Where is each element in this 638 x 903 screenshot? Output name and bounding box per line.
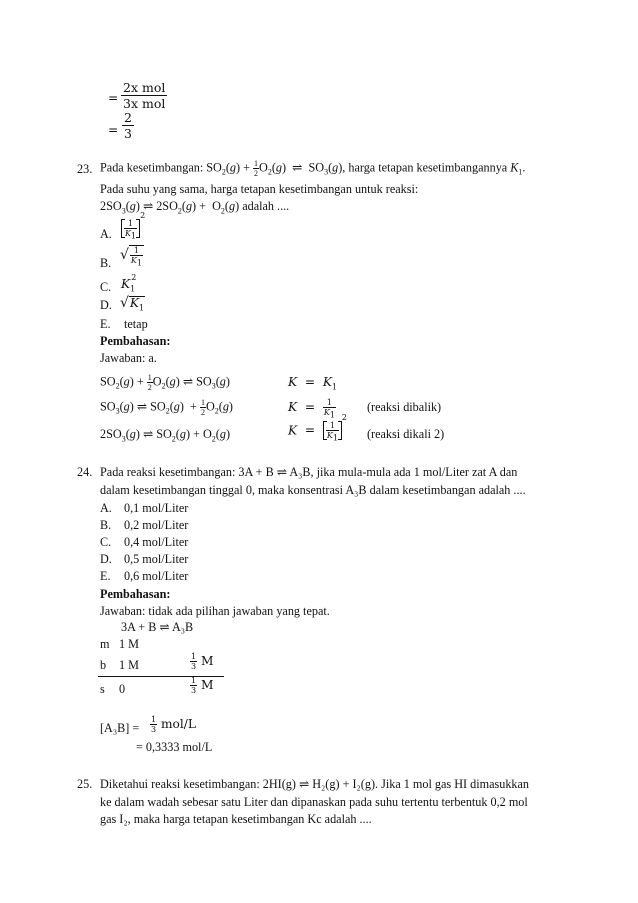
- q24-option-e: [100, 570, 111, 582]
- q23-option-b-math: √ $\frac{1}{K_1}$: [120, 246, 142, 268]
- option-letter: D.: [100, 552, 112, 566]
- q24-result-decimal: = 0,3333 mol/L: [136, 740, 213, 754]
- q24-row-b-a3b: $\frac{1}{3}$ M: [191, 652, 214, 671]
- option-letter: A.: [100, 501, 112, 515]
- q24-option-b: [100, 519, 111, 531]
- q23-reaction-row3: $2SO_3(g)$ ⇌ $SO_2(g) + O_2(g)$: [100, 427, 230, 444]
- q23-line3: $2SO_3(g)$ ⇌ $2SO_2(g) + O_2(g)$ adalah ....: [100, 199, 290, 216]
- q23-option-c-letter: C.: [100, 280, 112, 294]
- q24-row-s-a3b: $\frac{1}{3}$ M: [191, 676, 214, 695]
- q23-note-dibalik: (reaksi dibalik): [367, 400, 442, 414]
- q24-option-c-text: 0,4 mol/Liter: [124, 535, 189, 549]
- q23-option-b-letter: B.: [100, 256, 112, 270]
- option-letter: B.: [100, 518, 112, 532]
- q23-option-c-math: $K_1^2$: [121, 273, 137, 294]
- equals-sign-2: =: [108, 123, 119, 137]
- question-number-25: 25.: [77, 777, 93, 791]
- unit-m: M: [200, 678, 214, 692]
- q23-line2: Pada suhu yang sama, harga tetapan kesetimbangan untuk reaksi:: [100, 182, 419, 196]
- q25-line2: ke dalam wadah sebesar satu Liter dan dipanaskan pada suhu tertentu terbentuk 0,2 mol: [100, 795, 528, 809]
- fraction-numerator: 2x mol: [123, 80, 166, 95]
- q24-result-value: $\frac{1}{3}$ mol/L: [151, 715, 196, 734]
- q23-reaction-row1: $SO_2(g)$ + $\frac{1}{2}$ $O_2(g)$ ⇌ $SO_3(g)$: [100, 373, 230, 392]
- q23-option-e-letter: E.: [100, 317, 111, 331]
- q24-row-m-value: 1 M: [119, 637, 139, 651]
- q23-option-a-math: $\frac{1}{K_1}$ $^2$: [121, 216, 145, 238]
- fraction-mol: [121, 80, 167, 111]
- q24-row-m-label: m: [100, 637, 110, 651]
- q24-jawaban: Jawaban: tidak ada pilihan jawaban yang tepat.: [100, 604, 330, 618]
- unit-m: M: [200, 654, 214, 668]
- result-unit: mol/L: [160, 717, 196, 731]
- fraction-denominator: 3: [124, 126, 132, 141]
- q23-option-a-letter: A.: [100, 227, 112, 241]
- q23-line1: Pada kesetimbangan: $SO_2(g)$ + $\frac{1}{2}$ $O_2(g)$ ⇌ $SO_3(g)$, harga tetapan kesetimbangannya $K_1$.: [100, 159, 526, 178]
- q24-row-b-label: b: [100, 658, 107, 672]
- q24-option-a-text: 0,1 mol/Liter: [124, 501, 189, 515]
- q24-option-c: [100, 536, 111, 548]
- q23-jawaban: Jawaban: a.: [100, 351, 157, 365]
- fraction-numerator: 2: [124, 110, 132, 125]
- question-number-24: 24.: [77, 465, 93, 479]
- q24-result-label: [A₃B] =: [100, 721, 140, 735]
- q24-row-s-label: s: [100, 682, 105, 696]
- q23-option-d-math: $√K_1$: [120, 295, 145, 313]
- fraction-half: $\frac{1}{2}$: [254, 159, 259, 178]
- q23-line1-suffix: harga tetapan kesetimbangannya: [348, 160, 508, 175]
- option-letter: E.: [100, 569, 111, 583]
- q23-line3-end: adalah ....: [242, 199, 290, 213]
- q23-line1-prefix: Pada kesetimbangan: SO: [100, 160, 222, 175]
- q24-line1: Pada reaksi kesetimbangan: 3A + B ⇌ A₃B, jika mula-mula ada 1 mol/Liter zat A dan: [100, 465, 518, 479]
- q24-option-b-text: 0,2 mol/Liter: [124, 518, 189, 532]
- q23-reaction-row2: $SO_3(g)$ ⇌ $SO_2(g)$ + $\frac{1}{2}$ $O_2(g)$: [100, 398, 233, 417]
- q24-option-a: [100, 502, 112, 514]
- fraction-denominator: 3x mol: [123, 96, 166, 111]
- q24-row-s-value: 0: [119, 682, 126, 696]
- q23-k-row3: K = $\frac{1}{K_1}$ $^2$: [288, 413, 347, 443]
- q24-option-d: [100, 553, 112, 565]
- equals-sign-1: =: [108, 91, 119, 105]
- q25-line1: Diketahui reaksi kesetimbangan: 2HI(g) ⇌ H₂(g) + I₂(g). Jika 1 mol gas HI dimasukkan: [100, 777, 530, 791]
- option-letter: C.: [100, 535, 112, 549]
- q23-option-d-letter: D.: [100, 298, 112, 312]
- q23-pembahasan-heading: Pembahasan:: [100, 334, 171, 348]
- question-number-23: 23.: [77, 162, 93, 176]
- q24-row-b-value: 1 M: [119, 658, 139, 672]
- q23-k-row1: $K = K_1$: [288, 375, 338, 392]
- q23-k-row2: K = $\frac{1}{K_1}$: [288, 398, 335, 420]
- q24-table-header: 3A + B ⇌ A₃B: [121, 620, 194, 634]
- q24-pembahasan-heading: Pembahasan:: [100, 587, 171, 601]
- q23-option-e-text: tetap: [124, 317, 148, 331]
- q23-note-dikali: (reaksi dikali 2): [367, 427, 445, 441]
- q24-line2: dalam kesetimbangan tinggal 0, maka konsentrasi A₃B dalam kesetimbangan adalah ....: [100, 483, 526, 497]
- q25-line3: gas I₂, maka harga tetapan kesetimbangan Kc adalah ....: [100, 812, 372, 826]
- fraction-two-thirds: [122, 110, 134, 141]
- q24-option-e-text: 0,6 mol/Liter: [124, 569, 189, 583]
- q24-option-d-text: 0,5 mol/Liter: [124, 552, 189, 566]
